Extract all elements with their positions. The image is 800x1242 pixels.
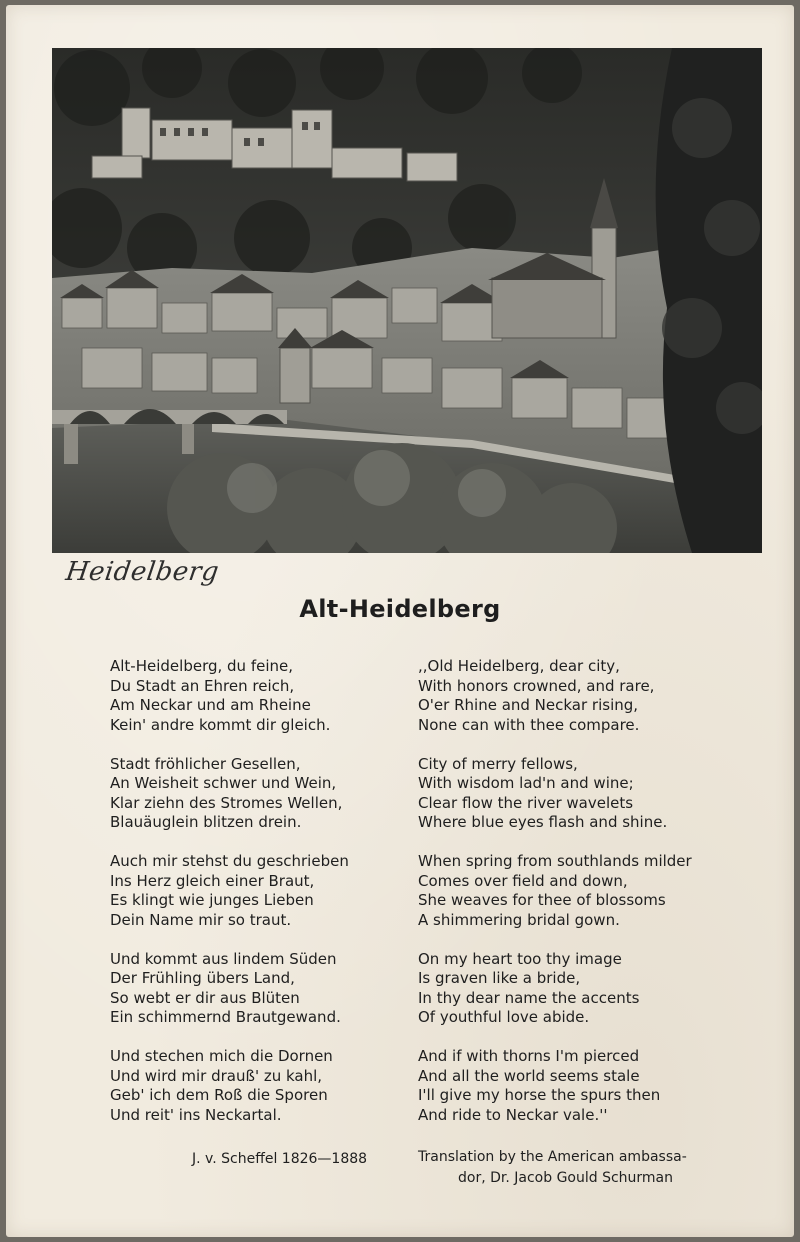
city-landscape-image [52, 48, 762, 553]
poem-line: None can with thee compare. [418, 715, 640, 734]
poem-line: With wisdom lad'n and wine; [418, 774, 634, 792]
poem-line: Kein' andre kommt dir gleich. [110, 715, 331, 734]
stanza [418, 1047, 692, 1125]
poem-author: J. v. Scheffel 1826—1888 [192, 1151, 368, 1167]
poem-line: Stadt fröhlicher Gesellen, [110, 754, 301, 773]
poem-line: Comes over field and down, [418, 871, 628, 890]
poem-line: And ride to Neckar vale.'' [418, 1105, 608, 1124]
poem-line: So webt er dir aus Blüten [110, 988, 300, 1007]
poem-line: Es klingt wie junges Lieben [110, 891, 314, 909]
poem-line: When spring from southlands milder [418, 852, 692, 870]
poem-line: Is graven like a bride, [418, 969, 581, 987]
poem-line: Und stechen mich die Dornen [110, 1047, 333, 1065]
poem-line: Und kommt aus lindem Süden [110, 949, 337, 968]
poem-title: Alt-Heidelberg [299, 595, 501, 623]
poem-line: Alt-Heidelberg, du feine, [110, 657, 294, 675]
poem-line: Am Neckar und am Rheine [110, 696, 311, 714]
poem-line: Und reit' ins Neckartal. [110, 1105, 282, 1124]
stanza [110, 852, 349, 930]
poem-line: Clear flow the river wavelets [418, 793, 634, 812]
poem-line: Ein schimmernd Brautgewand. [110, 1008, 341, 1026]
poem-line: A shimmering bridal gown. [418, 910, 620, 929]
poem-line: Der Frühling übers Land, [110, 969, 295, 987]
poem-line: Where blue eyes flash and shine. [418, 813, 668, 831]
poem-line: Blauäuglein blitzen drein. [110, 813, 302, 831]
stanza [418, 852, 692, 930]
heidelberg-photo [52, 48, 762, 553]
postcard [6, 5, 794, 1237]
poem-line: She weaves for thee of blossoms [418, 891, 666, 909]
poem-line: Du Stadt an Ehren reich, [110, 676, 295, 695]
stanza [110, 755, 349, 833]
poem-line: Und wird mir drauß' zu kahl, [110, 1066, 323, 1085]
poem-line: Geb' ich dem Roß die Sporen [110, 1086, 328, 1104]
poem-line: With honors crowned, and rare, [418, 676, 655, 695]
poem-line: An Weisheit schwer und Wein, [110, 774, 337, 792]
stanza [110, 657, 349, 735]
stanza [418, 950, 692, 1028]
poem-line: O'er Rhine and Neckar rising, [418, 696, 639, 714]
poem-german-column [110, 657, 349, 1145]
stanza [110, 1047, 349, 1125]
poem-line: On my heart too thy image [418, 949, 622, 968]
translation-credit [418, 1147, 687, 1189]
poem-english-column [418, 657, 692, 1145]
poem-line: And if with thorns I'm pierced [418, 1047, 640, 1065]
poem-line: In thy dear name the accents [418, 988, 640, 1007]
poem-line: Ins Herz gleich einer Braut, [110, 871, 315, 890]
poem-line: And all the world seems stale [418, 1066, 640, 1085]
poem-line: Auch mir stehst du geschrieben [110, 852, 349, 870]
poem-line: Of youthful love abide. [418, 1008, 590, 1026]
stanza [110, 950, 349, 1028]
poem-line: Dein Name mir so traut. [110, 910, 292, 929]
poem-line: ,,Old Heidelberg, dear city, [418, 657, 620, 675]
poem-line: Klar ziehn des Stromes Wellen, [110, 793, 343, 812]
stanza [418, 657, 692, 735]
poem-line: I'll give my horse the spurs then [418, 1086, 661, 1104]
translation-credit-line: dor, Dr. Jacob Gould Schurman [458, 1170, 674, 1186]
photo-caption: Heidelberg [63, 557, 221, 587]
stanza [418, 755, 692, 833]
translation-credit-line: Translation by the American ambassa- [418, 1149, 687, 1165]
poem-line: City of merry fellows, [418, 754, 578, 773]
